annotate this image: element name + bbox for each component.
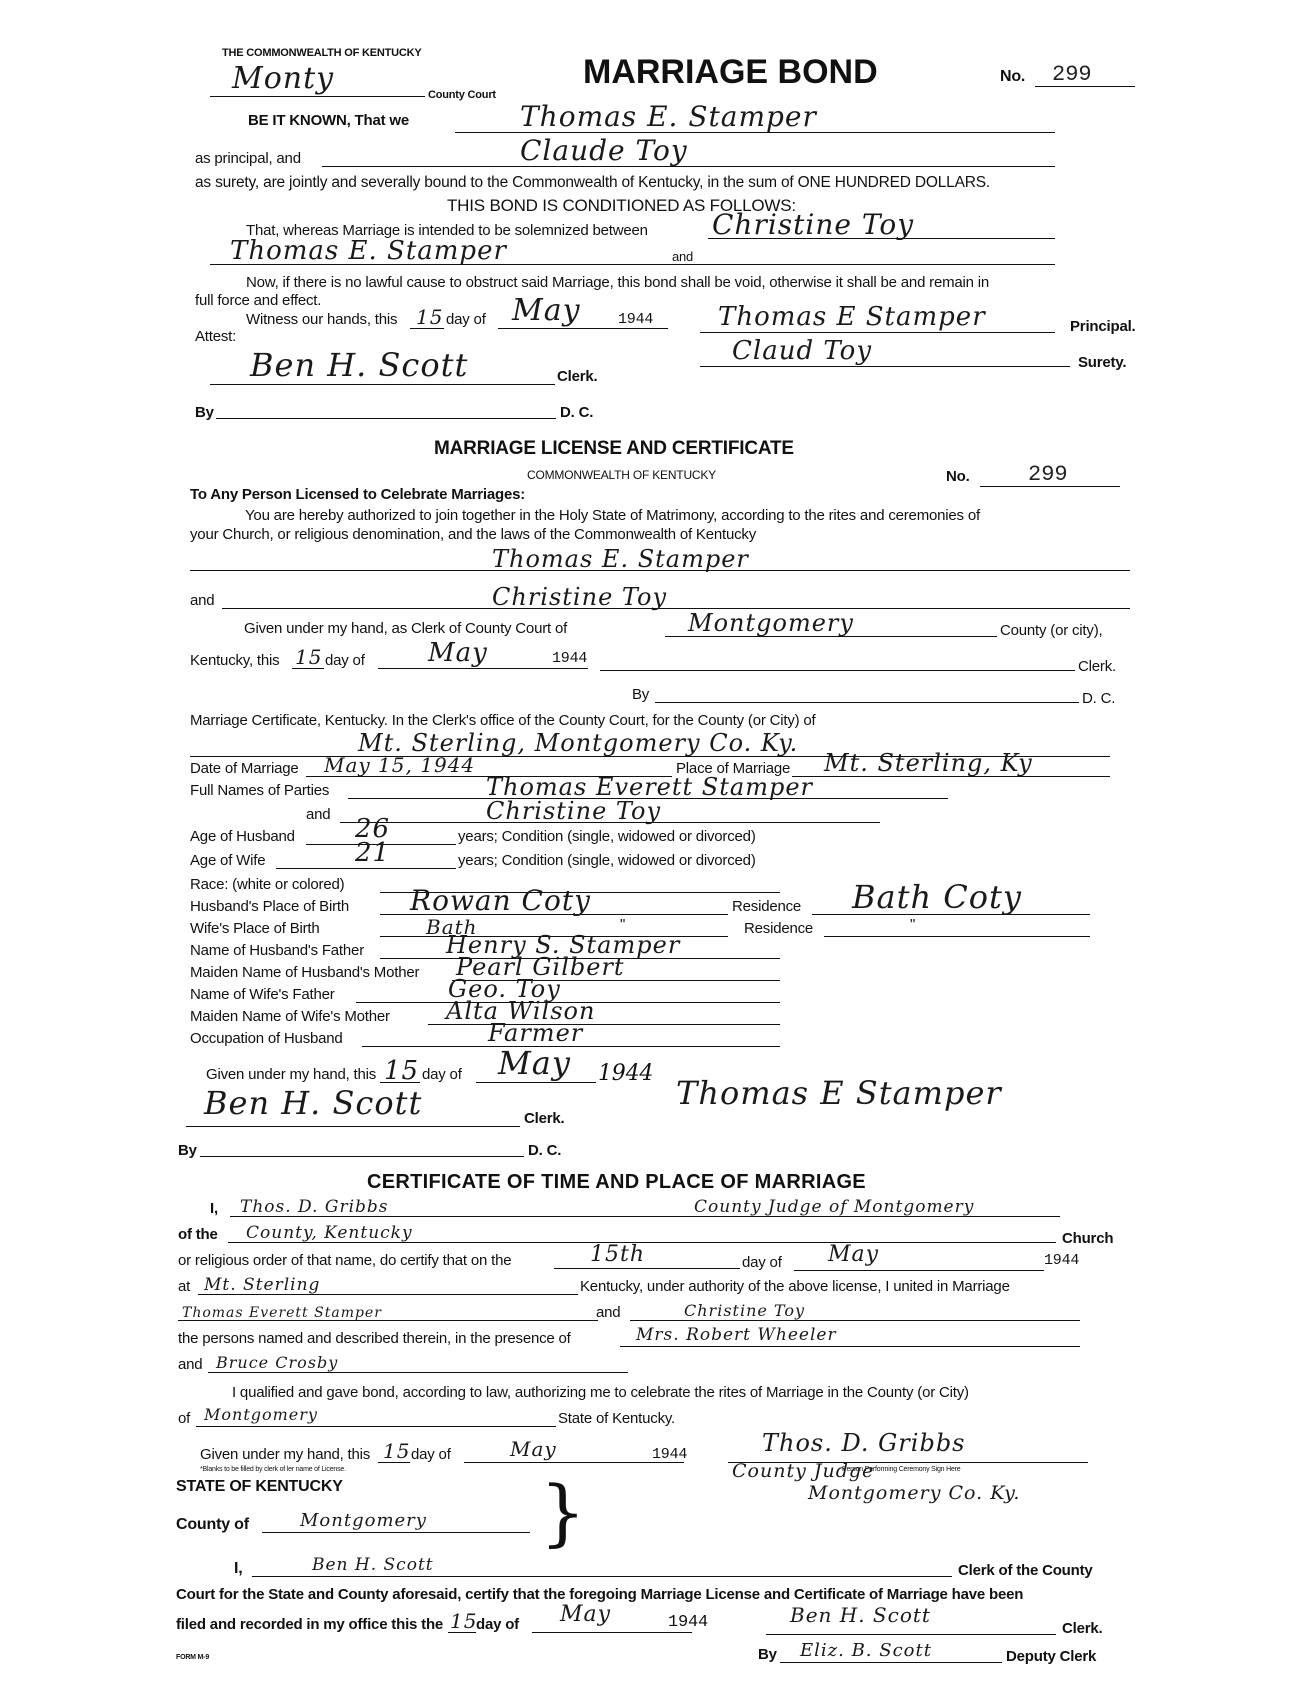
page-title: MARRIAGE BOND xyxy=(583,53,878,91)
bond-day-of: day of xyxy=(446,311,486,328)
kentucky-this: Kentucky, this xyxy=(190,652,280,669)
judge-title-hw: County Judge xyxy=(732,1460,875,1482)
recording-month-hw: May xyxy=(560,1602,612,1627)
recording-year: 1944 xyxy=(668,1613,709,1632)
be-it-known: BE IT KNOWN, That we xyxy=(248,112,410,129)
tp-and: and xyxy=(596,1304,621,1321)
tp-and-2: and xyxy=(178,1356,203,1373)
recording-day-hw: 15 xyxy=(450,1609,478,1633)
license-no-label: No. xyxy=(946,468,970,485)
principal-hw: Thomas E. Stamper xyxy=(520,100,817,133)
husband-birth-label: Husband's Place of Birth xyxy=(190,898,349,915)
that-text: That, whereas Marriage is intended to be solemnized between xyxy=(246,222,648,239)
blanks-note: *Blanks to be filled by clerk of ler name of License. xyxy=(200,1466,346,1473)
tp-of-the: of the xyxy=(178,1226,218,1243)
cert-clerk-signature: Ben H. Scott xyxy=(204,1084,423,1122)
wife-birth-label: Wife's Place of Birth xyxy=(190,920,320,937)
license-day-of: day of xyxy=(325,652,365,669)
occupation-hw: Farmer xyxy=(488,1019,584,1047)
county-of-label: County of xyxy=(176,1516,249,1533)
recording-day-of: day of xyxy=(476,1616,519,1633)
clerk-of-county: Clerk of the County xyxy=(958,1562,1093,1579)
recording-by: By xyxy=(758,1646,777,1663)
brace-decoration: } xyxy=(540,1470,586,1554)
filed-text: filed and recorded in my office this the xyxy=(176,1616,444,1633)
place-of-marriage-hw: Mt. Sterling, Ky xyxy=(824,749,1033,777)
bond-dc: D. C. xyxy=(560,404,594,421)
husband-mother-label: Maiden Name of Husband's Mother xyxy=(190,964,420,981)
surety-hw: Claude Toy xyxy=(520,134,688,167)
bond-no-label: No. xyxy=(1000,68,1026,85)
tp-religious: or religious order of that name, do certify that on the xyxy=(178,1252,512,1269)
conditioned-heading: THIS BOND IS CONDITIONED AS FOLLOWS: xyxy=(447,196,796,215)
bond-and: and xyxy=(672,249,694,264)
occupation-label: Occupation of Husband xyxy=(190,1030,343,1047)
place-of-marriage-label: Place of Marriage xyxy=(676,760,791,777)
tp-month-hw: May xyxy=(828,1242,880,1267)
cert-dc: D. C. xyxy=(528,1142,562,1159)
tp-at: at xyxy=(178,1278,191,1295)
age-wife-hw: 21 xyxy=(355,838,391,868)
wife-residence-hw: " xyxy=(910,916,916,933)
license-dc: D. C. xyxy=(1082,690,1116,707)
bond-by: By xyxy=(195,404,214,421)
tp-at-hw: Mt. Sterling xyxy=(204,1275,321,1295)
tp-year: 1944 xyxy=(1044,1252,1080,1269)
full-names-and: and xyxy=(306,806,331,823)
date-of-marriage-label: Date of Marriage xyxy=(190,760,299,777)
now-text-2: full force and effect. xyxy=(195,292,322,309)
license-no-value: 299 xyxy=(1028,462,1068,487)
wife-mother-label: Maiden Name of Wife's Mother xyxy=(190,1008,390,1025)
bond-day-hw: 15 xyxy=(416,305,444,329)
tp-of: of xyxy=(178,1410,191,1427)
years-condition-1: years; Condition (single, widowed or divorced) xyxy=(458,828,756,845)
cert-month-hw: May xyxy=(498,1044,571,1082)
husband-father-hw: Henry S. Stamper xyxy=(446,931,681,959)
clerk-signature-bond: Ben H. Scott xyxy=(250,346,469,384)
wife-father-label: Name of Wife's Father xyxy=(190,986,335,1003)
cert-by: By xyxy=(178,1142,197,1159)
husband-residence-hw: Bath Coty xyxy=(852,878,1022,916)
recording-i: I, xyxy=(234,1560,243,1577)
license-year: 1944 xyxy=(552,650,588,667)
witness-text: Witness our hands, this xyxy=(246,311,398,328)
witness-2-hw: Bruce Crosby xyxy=(216,1353,339,1372)
certificate-intro: Marriage Certificate, Kentucky. In the Clerk's office of the County Court, for the County (or City) of xyxy=(190,712,816,729)
witness-1-hw: Mrs. Robert Wheeler xyxy=(636,1325,837,1345)
wife-residence-label: Residence xyxy=(744,920,814,937)
groom-signature: Thomas E Stamper xyxy=(676,1074,1002,1112)
husband-birth-hw: Rowan Coty xyxy=(410,884,591,917)
wife-birth-ditto: " xyxy=(620,916,626,933)
tp-church: Church xyxy=(1062,1230,1114,1247)
husband-mother-hw: Pearl Gilbert xyxy=(456,953,625,981)
officiant-hw: Thos. D. Gribbs xyxy=(240,1197,389,1217)
recording-clerk-signature: Ben H. Scott xyxy=(790,1603,931,1627)
date-of-marriage-hw: May 15, 1944 xyxy=(324,753,476,777)
age-husband-label: Age of Husband xyxy=(190,828,295,845)
recording-clerk-name-hw: Ben H. Scott xyxy=(312,1555,434,1575)
of-the-hw: County, Kentucky xyxy=(246,1223,413,1243)
party1-hw: Thomas E. Stamper xyxy=(230,236,507,266)
surety-text: as surety, are jointly and severally bound to the Commonwealth of Kentucky, in the sum of ONE HUNDRED DOLLARS. xyxy=(195,174,990,191)
now-text-1: Now, if there is no lawful cause to obstruct said Marriage, this bond shall be void, otherwise it shall be and remain in xyxy=(246,274,990,291)
tp-i: I, xyxy=(210,1200,218,1217)
age-wife-label: Age of Wife xyxy=(190,852,266,869)
commonwealth-heading: THE COMMONWEALTH OF KENTUCKY xyxy=(222,47,422,59)
husband-father-label: Name of Husband's Father xyxy=(190,942,364,959)
attest-label: Attest: xyxy=(195,328,237,345)
tp-day-of: day of xyxy=(742,1254,782,1271)
cert-given-under: Given under my hand, this xyxy=(206,1066,377,1083)
groom-hw: Thomas E. Stamper xyxy=(492,545,749,573)
tp-county-hw: Montgomery xyxy=(204,1405,318,1424)
wife-father-hw: Geo. Toy xyxy=(448,975,561,1003)
full-name-2-hw: Christine Toy xyxy=(486,797,662,825)
form-number: FORM M-9 xyxy=(176,1654,210,1661)
time-place-title: CERTIFICATE OF TIME AND PLACE OF MARRIAGE xyxy=(367,1171,866,1193)
tp-persons: the persons named and described therein, in the presence of xyxy=(178,1330,571,1347)
tp-state-ky: State of Kentucky. xyxy=(558,1410,676,1427)
to-any-person: To Any Person Licensed to Celebrate Marriages: xyxy=(190,486,526,503)
race-label: Race: (white or colored) xyxy=(190,876,345,893)
sign-here-note: Person Performing Ceremony Sign Here xyxy=(842,1466,961,1473)
given-clerk: Given under my hand, as Clerk of County Court of xyxy=(244,620,568,637)
tp-given-day-of: day of xyxy=(411,1446,451,1463)
license-day-hw: 15 xyxy=(295,645,323,669)
bride-hw: Christine Toy xyxy=(492,583,668,611)
recording-clerk-label: Clerk. xyxy=(1062,1620,1103,1637)
authorized-2: your Church, or religious denomination, and the laws of the Commonwealth of Kentucky xyxy=(190,526,757,543)
surety-signature: Claud Toy xyxy=(732,336,873,366)
wife-mother-hw: Alta Wilson xyxy=(446,997,596,1025)
judge-signature: Thos. D. Gribbs xyxy=(762,1429,966,1457)
authorized-1: You are hereby authorized to join together in the Holy State of Matrimony, according to the rites and ceremonies of xyxy=(245,507,980,524)
tp-day-hw: 15th xyxy=(590,1242,646,1267)
tp-given-year: 1944 xyxy=(652,1446,688,1463)
bond-month-hw: May xyxy=(512,293,581,328)
tp-kentucky-under: Kentucky, under authority of the above license, I united in Marriage xyxy=(580,1278,1010,1295)
surety-label: Surety. xyxy=(1078,354,1127,371)
tp-groom-hw: Thomas Everett Stamper xyxy=(182,1305,382,1321)
recording-county-hw: Montgomery xyxy=(300,1510,427,1531)
license-county-hw: Montgomery xyxy=(688,609,854,637)
deputy-signature: Eliz. B. Scott xyxy=(800,1640,932,1661)
full-name-1-hw: Thomas Everett Stamper xyxy=(486,773,813,801)
cert-day-of: day of xyxy=(422,1066,462,1083)
license-subtitle: COMMONWEALTH OF KENTUCKY xyxy=(527,468,716,482)
license-title: MARRIAGE LICENSE AND CERTIFICATE xyxy=(434,438,794,459)
county-court-label: County Court xyxy=(428,89,496,101)
principal-signature: Thomas E Stamper xyxy=(718,302,986,332)
bond-year: 1944 xyxy=(618,311,654,328)
tp-given: Given under my hand, this xyxy=(200,1446,371,1463)
years-condition-2: years; Condition (single, widowed or divorced) xyxy=(458,852,756,869)
principal-label: Principal. xyxy=(1070,318,1136,335)
cert-day-hw: 15 xyxy=(384,1056,420,1086)
tp-given-day-hw: 15 xyxy=(383,1439,411,1463)
wife-birth-hw: Bath xyxy=(426,915,478,939)
age-husband-hw: 26 xyxy=(355,814,391,844)
license-by: By xyxy=(632,686,650,703)
license-clerk: Clerk. xyxy=(1078,658,1116,675)
officiant-title-hw: County Judge of Montgomery xyxy=(694,1197,975,1217)
license-and: and xyxy=(190,592,215,609)
certificate-place-hw: Mt. Sterling, Montgomery Co. Ky. xyxy=(358,729,799,757)
tp-given-month-hw: May xyxy=(510,1437,557,1461)
deputy-clerk-label: Deputy Clerk xyxy=(1006,1648,1097,1665)
license-month-hw: May xyxy=(428,638,488,668)
court-text: Court for the State and County aforesaid, certify that the foregoing Marriage License and Certificate of Marriage have been xyxy=(176,1586,1024,1603)
party2-hw: Christine Toy xyxy=(712,208,915,241)
tp-bride-hw: Christine Toy xyxy=(684,1301,806,1320)
county-hw: Monty xyxy=(232,61,335,96)
husband-residence-label: Residence xyxy=(732,898,802,915)
county-or-city: County (or city), xyxy=(1000,622,1103,639)
tp-qualified: I qualified and gave bond, according to law, authorizing me to celebrate the rites of Marriage in the County (or City) xyxy=(232,1384,969,1401)
judge-county-hw: Montgomery Co. Ky. xyxy=(808,1482,1021,1504)
bond-clerk-label: Clerk. xyxy=(557,368,598,385)
as-principal: as principal, and xyxy=(195,150,301,167)
full-names-label: Full Names of Parties xyxy=(190,782,330,799)
cert-year: 1944 xyxy=(598,1061,654,1086)
state-of-kentucky: STATE OF KENTUCKY xyxy=(176,1478,343,1495)
bond-no-value: 299 xyxy=(1052,62,1092,87)
cert-clerk-label: Clerk. xyxy=(524,1110,565,1127)
